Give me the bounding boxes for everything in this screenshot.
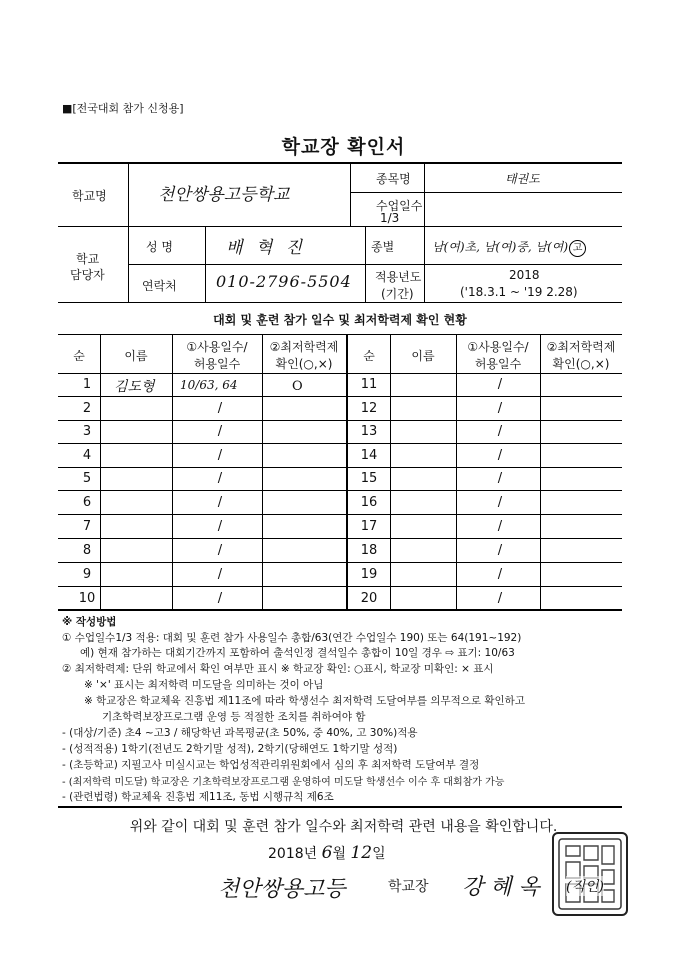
table-row-no: 3 [82,424,92,439]
table-row-days: / [497,471,503,486]
teacher-label-bottom: 담당자 [70,268,105,282]
header-check-left-1: ②최저학력제 [269,340,339,354]
gender-circled-mark: 고 [569,240,586,257]
date-year: 2018년 [268,846,318,862]
school-signature-handwritten: 천안쌍용고등 [218,877,346,902]
header-name-right: 이름 [411,349,435,363]
instructions-line: ② 최저학력제: 단위 학교에서 확인 여부만 표시 ※ 학교장 확인: ○표시, 학교장 미확인: × 표시 [62,663,494,675]
table-row-days: / [497,591,503,606]
table-row-days: / [217,567,223,582]
table-row-no: 5 [82,471,92,486]
header-check-right-1: ②최저학력제 [546,340,616,354]
table-row-no: 8 [82,543,92,558]
table-row-no: 10 [78,591,96,606]
table-caption: 대회 및 훈련 참가 일수 및 최저학력제 확인 현황 [213,313,467,327]
instructions-line: ※ 학교장은 학교체육 진흥법 제11조에 따라 학생선수 최저학력 도달여부를 의무적으로 확인하고 [84,695,525,707]
teacher-phone-label: 연락처 [142,279,177,293]
table-row-no: 4 [82,448,92,463]
table-row-no: 9 [82,567,92,582]
table-row-no: 19 [360,567,378,582]
table-row-no: 20 [360,591,378,606]
table-row-no: 12 [360,401,378,416]
table-row-days: / [217,448,223,463]
table-row-days: / [217,401,223,416]
instructions-line: - (성적적용) 1학기(전년도 2학기말 성적), 2학기(당해연도 1학기말 성적) [62,743,398,755]
instructions-line: - (초등학교) 지필고사 미실시교는 학업성적관리위원회에서 심의 후 최저학력 도달여부 결정 [62,759,480,771]
header-days-left-1: ①사용일수/ [186,340,248,354]
table-row-days: / [497,567,503,582]
table-row-days: / [217,495,223,510]
header-tag: ■[전국대회 참가 신청용] [62,102,184,115]
teacher-label-top: 학교 [76,252,100,266]
table-row-no: 18 [360,543,378,558]
header-days-right-1: ①사용일수/ [467,340,529,354]
table-row-no: 15 [360,471,378,486]
event-value: 태권도 [505,172,540,186]
period-value: ('18.3.1 ~ '19 2.28) [460,285,578,299]
document-title: 학교장 확인서 [281,136,406,158]
instructions-line: 예) 현재 참가하는 대회기간까지 포함하여 출석인정 결석일수 총합이 10일 경우 ⇨ 표기: 10/63 [80,647,515,659]
table-row-days: / [217,471,223,486]
header-no-right: 순 [363,349,375,363]
instructions-line: ① 수업일수1/3 적용: 대회 및 훈련 참가 사용일수 총합/63(연간 수업일수 190) 또는 64(191~192) [62,632,522,644]
principal-name-handwritten: 강 혜 옥 [462,875,540,900]
class-days-value: 1/3 [380,211,400,225]
table-row-days: / [217,519,223,534]
table-row-no: 7 [82,519,92,534]
teacher-name-label: 성 명 [146,240,173,254]
confirmation-text: 위와 같이 대회 및 훈련 참가 일수와 최저학력 관련 내용을 확인합니다. [129,819,558,835]
table-row-days: / [497,543,503,558]
signing-date [268,843,386,863]
instructions-line: - (최저학력 미도달) 학교장은 기초학력보장프로그램 운영하여 미도달 학생선수 이수 후 대회참가 가능 [62,777,505,788]
class-days-label: 수업일수 [376,199,423,213]
official-seal [552,832,628,916]
divider [58,806,622,808]
header-days-left-2: 허용일수 [193,357,241,371]
table-row-no: 1 [82,377,92,392]
instructions-line: - (관련법령) 학교체육 진흥법 제11조, 동법 시행규칙 제6조 [62,791,334,803]
table-row-no: 6 [82,495,92,510]
table-row-days: / [497,448,503,463]
principal-label: 학교장 [388,879,429,895]
school-name-handwritten: 천안쌍용고등학교 [158,185,290,205]
header-check-right-2: 확인(○,×) [552,357,610,371]
year-label: 적용년도 [375,270,422,284]
instructions-heading: ※ 작성방법 [62,616,117,628]
gender-value: 남(여)초, 남(여)중, 남(여) 고 [432,238,586,257]
seal-label: (직인) [566,876,604,896]
table-row-days: 10/63, 64 [180,378,238,392]
gender-label: 종별 [371,240,395,254]
table-row-name: 김도형 [114,379,155,395]
instructions-line: 기초학력보장프로그램 운영 등 적절한 조치를 취하여야 함 [102,711,366,723]
date-day-unit: 일 [372,846,386,862]
teacher-name-handwritten: 배 혁 진 [226,238,307,258]
table-row-no: 13 [360,424,378,439]
table-row-days: / [497,495,503,510]
table-row-no: 2 [82,401,92,416]
table-row-days: / [497,519,503,534]
table-row-days: / [497,424,503,439]
year-value: 2018 [509,268,540,282]
table-row-days: / [497,377,503,392]
table-row-days: / [497,401,503,416]
school-label: 학교명 [72,189,107,203]
instructions-line: ※ '×' 표시는 최저학력 미도달을 의미하는 것이 아님 [84,679,324,691]
header-name-left: 이름 [124,349,148,363]
seal-pattern-icon [554,834,626,914]
instructions-line: - (대상/기준) 초4 ~고3 / 해당학년 과목평균(초 50%, 중 40%, 고 30%)적용 [62,727,418,739]
table-row-no: 16 [360,495,378,510]
table-row-days: / [217,591,223,606]
header-check-left-2: 확인(○,×) [275,357,333,371]
date-month-unit: 월 [332,846,346,862]
date-month: 6 [321,843,333,863]
table-row-days: / [217,424,223,439]
table-row-no: 11 [360,377,378,392]
table-row-no: 14 [360,448,378,463]
table-row-check: O [292,379,303,394]
event-label: 종목명 [376,172,411,186]
period-label: (기간) [381,287,414,301]
header-days-right-2: 허용일수 [474,357,522,371]
table-row-days: / [217,543,223,558]
date-day: 12 [350,843,373,863]
table-row-no: 17 [360,519,378,534]
header-no-left: 순 [73,349,85,363]
teacher-phone-handwritten: 010-2796-5504 [216,272,352,291]
